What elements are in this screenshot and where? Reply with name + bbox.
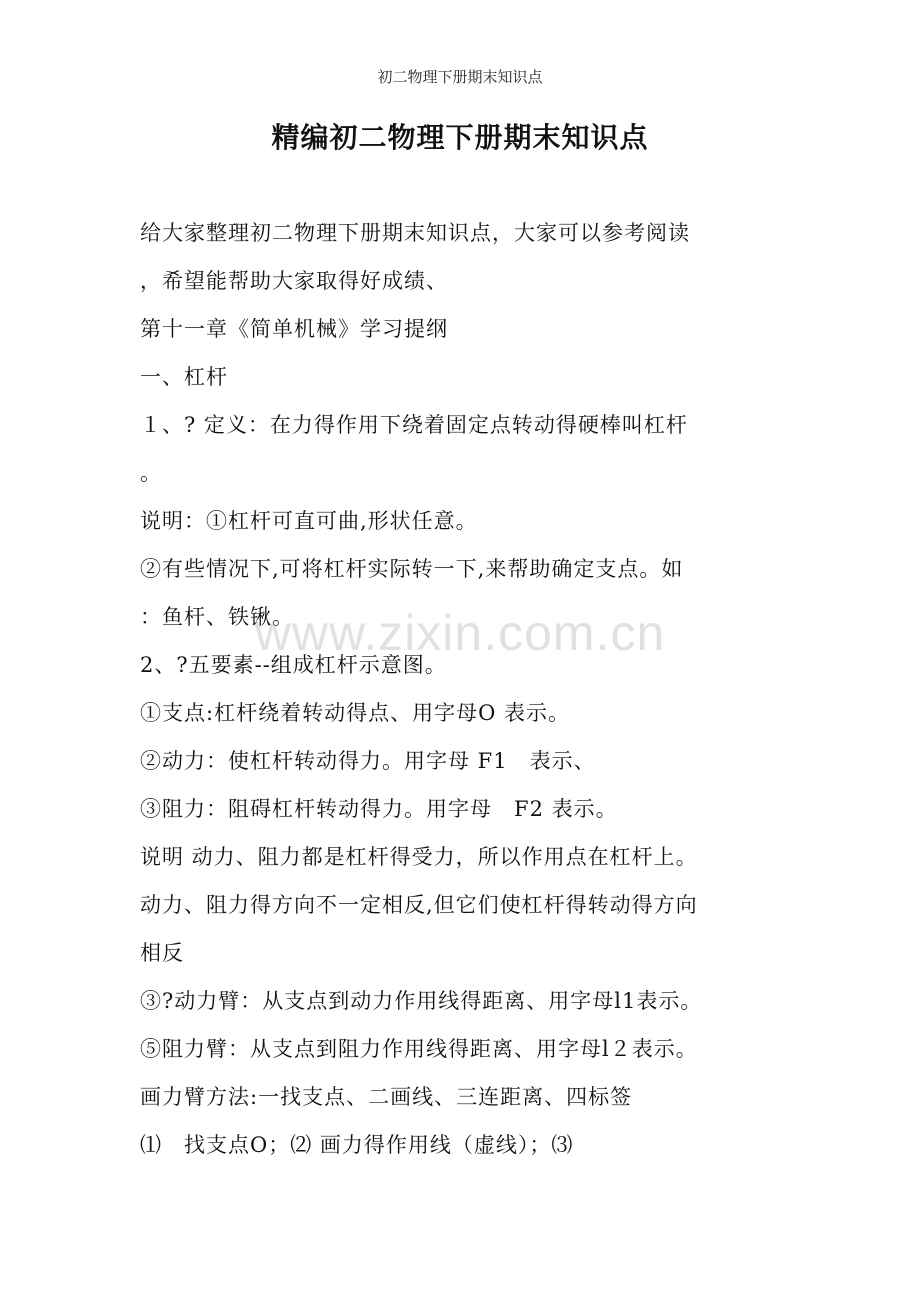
body-line: 第十一章《简单机械》学习提纲: [140, 317, 448, 341]
body-line: ②有些情况下,可将杠杆实际转一下,来帮助确定支点。如: [140, 557, 684, 581]
body-line: 说明 动力、阻力都是杠杆得受力，所以作用点在杠杆上。: [140, 845, 698, 869]
body-line: 相反: [140, 941, 184, 965]
body-line: ⑴ 找支点O；⑵ 画力得作用线（虚线）；⑶: [140, 1133, 574, 1157]
running-header: 初二物理下册期末知识点: [377, 68, 543, 86]
body-line: ，希望能帮助大家取得好成绩、: [140, 269, 448, 293]
body-line: 动力、阻力得方向不一定相反,但它们使杠杆得转动得方向: [140, 893, 698, 917]
body-line: 说明：①杠杆可直可曲,形状任意。: [140, 509, 478, 533]
body-line: ①支点:杠杆绕着转动得点、用字母O 表示。: [140, 701, 570, 725]
body-line: ③?动力臂：从支点到动力作用线得距离、用字母l1表示。: [140, 989, 703, 1013]
body-line: 2、?五要素--组成杠杆示意图。: [140, 653, 447, 677]
body-line: ⑤阻力臂：从支点到阻力作用线得距离、用字母l２表示。: [140, 1037, 698, 1061]
body-line: 给大家整理初二物理下册期末知识点，大家可以参考阅读: [140, 221, 690, 245]
body-line: 画力臂方法:一找支点、二画线、三连距离、四标签: [140, 1085, 633, 1109]
body-line: ②动力：使杠杆转动得力。用字母 F1 表示、: [140, 749, 596, 773]
body-line: ③阻力：阻碍杠杆转动得力。用字母 F2 表示。: [140, 797, 618, 821]
watermark: www.zixin.com.cn: [254, 605, 666, 661]
body-line: 。: [140, 461, 162, 485]
document-title: 精编初二物理下册期末知识点: [271, 121, 649, 154]
body-line: １、? 定义：在力得作用下绕着固定点转动得硬棒叫杠杆: [140, 413, 688, 437]
body-line: ：鱼杆、铁锹。: [140, 605, 294, 629]
section-heading: 一、杠杆: [140, 365, 228, 389]
